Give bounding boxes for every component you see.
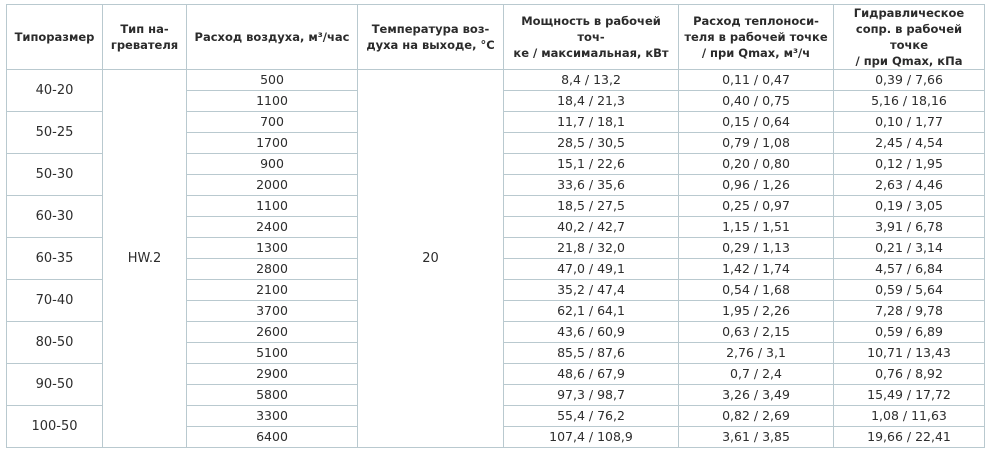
hydraulic-resistance-cell: 19,66 / 22,41 (834, 427, 985, 448)
coolant-flow-cell: 0,96 / 1,26 (679, 175, 834, 196)
coolant-flow-cell: 1,15 / 1,51 (679, 217, 834, 238)
airflow-cell: 2400 (187, 217, 358, 238)
coolant-flow-cell: 1,42 / 1,74 (679, 259, 834, 280)
power-cell: 48,6 / 67,9 (504, 364, 679, 385)
airflow-cell: 3700 (187, 301, 358, 322)
column-header-line: Температура воз- (371, 22, 490, 36)
hydraulic-resistance-cell: 0,12 / 1,95 (834, 154, 985, 175)
specifications-table (6, 4, 985, 448)
column-header-line: сопр. в рабочей точке (855, 22, 963, 52)
column-header-line: / при Qmax, м³/ч (701, 46, 811, 60)
size-cell: 50-30 (7, 154, 103, 196)
airflow-cell: 2100 (187, 280, 358, 301)
outlet-temp-cell: 20 (358, 70, 504, 448)
airflow-cell: 2800 (187, 259, 358, 280)
airflow-cell: 2900 (187, 364, 358, 385)
column-header-airflow (187, 5, 358, 70)
airflow-cell: 3300 (187, 406, 358, 427)
coolant-flow-cell: 3,26 / 3,49 (679, 385, 834, 406)
coolant-flow-cell: 2,76 / 3,1 (679, 343, 834, 364)
column-header-line: Типоразмер (14, 30, 95, 44)
column-header-line: Гидравлическое (853, 6, 965, 20)
power-cell: 18,4 / 21,3 (504, 91, 679, 112)
hydraulic-resistance-cell: 2,63 / 4,46 (834, 175, 985, 196)
column-header-power (504, 5, 679, 70)
column-header-line: гревателя (110, 38, 179, 52)
coolant-flow-cell: 0,15 / 0,64 (679, 112, 834, 133)
column-header-size (7, 5, 103, 70)
hydraulic-resistance-cell: 15,49 / 17,72 (834, 385, 985, 406)
power-cell: 28,5 / 30,5 (504, 133, 679, 154)
table-row (7, 70, 985, 91)
column-header-line: Мощность в рабочей точ- (521, 14, 661, 44)
hydraulic-resistance-cell: 0,59 / 6,89 (834, 322, 985, 343)
coolant-flow-cell: 0,7 / 2,4 (679, 364, 834, 385)
power-cell: 43,6 / 60,9 (504, 322, 679, 343)
hydraulic-resistance-cell: 10,71 / 13,43 (834, 343, 985, 364)
coolant-flow-cell: 0,79 / 1,08 (679, 133, 834, 154)
hydraulic-resistance-cell: 1,08 / 11,63 (834, 406, 985, 427)
hydraulic-resistance-cell: 0,39 / 7,66 (834, 70, 985, 91)
column-header-line: ке / максимальная, кВт (513, 46, 669, 60)
table-body (7, 70, 985, 448)
coolant-flow-cell: 0,54 / 1,68 (679, 280, 834, 301)
size-cell: 70-40 (7, 280, 103, 322)
size-cell: 90-50 (7, 364, 103, 406)
hydraulic-resistance-cell: 0,19 / 3,05 (834, 196, 985, 217)
power-cell: 55,4 / 76,2 (504, 406, 679, 427)
power-cell: 85,5 / 87,6 (504, 343, 679, 364)
coolant-flow-cell: 0,40 / 0,75 (679, 91, 834, 112)
airflow-cell: 5800 (187, 385, 358, 406)
coolant-flow-cell: 0,25 / 0,97 (679, 196, 834, 217)
power-cell: 47,0 / 49,1 (504, 259, 679, 280)
power-cell: 35,2 / 47,4 (504, 280, 679, 301)
airflow-cell: 2600 (187, 322, 358, 343)
header-row (7, 5, 985, 70)
hydraulic-resistance-cell: 0,59 / 5,64 (834, 280, 985, 301)
airflow-cell: 700 (187, 112, 358, 133)
power-cell: 33,6 / 35,6 (504, 175, 679, 196)
coolant-flow-cell: 0,11 / 0,47 (679, 70, 834, 91)
coolant-flow-cell: 0,63 / 2,15 (679, 322, 834, 343)
heater-type-cell: HW.2 (103, 70, 187, 448)
coolant-flow-cell: 0,20 / 0,80 (679, 154, 834, 175)
power-cell: 62,1 / 64,1 (504, 301, 679, 322)
airflow-cell: 1100 (187, 196, 358, 217)
power-cell: 21,8 / 32,0 (504, 238, 679, 259)
size-cell: 50-25 (7, 112, 103, 154)
hydraulic-resistance-cell: 0,10 / 1,77 (834, 112, 985, 133)
size-cell: 80-50 (7, 322, 103, 364)
column-header-line: / при Qmax, кПа (855, 54, 963, 68)
airflow-cell: 500 (187, 70, 358, 91)
hydraulic-resistance-cell: 0,21 / 3,14 (834, 238, 985, 259)
column-header-outlet-temp (358, 5, 504, 70)
hydraulic-resistance-cell: 4,57 / 6,84 (834, 259, 985, 280)
column-header-line: духа на выходе, °C (366, 38, 495, 52)
column-header-line: Расход воздуха, м³/час (194, 30, 350, 44)
airflow-cell: 1100 (187, 91, 358, 112)
size-cell: 60-30 (7, 196, 103, 238)
airflow-cell: 6400 (187, 427, 358, 448)
power-cell: 18,5 / 27,5 (504, 196, 679, 217)
column-header-hydraulic-resistance (834, 5, 985, 70)
power-cell: 15,1 / 22,6 (504, 154, 679, 175)
airflow-cell: 2000 (187, 175, 358, 196)
coolant-flow-cell: 0,29 / 1,13 (679, 238, 834, 259)
column-header-line: Тип на- (120, 22, 169, 36)
size-cell: 100-50 (7, 406, 103, 448)
hydraulic-resistance-cell: 3,91 / 6,78 (834, 217, 985, 238)
airflow-cell: 1300 (187, 238, 358, 259)
power-cell: 11,7 / 18,1 (504, 112, 679, 133)
column-header-line: теля в рабочей точке (684, 30, 828, 44)
size-cell: 40-20 (7, 70, 103, 112)
airflow-cell: 5100 (187, 343, 358, 364)
size-cell: 60-35 (7, 238, 103, 280)
column-header-heater-type (103, 5, 187, 70)
power-cell: 8,4 / 13,2 (504, 70, 679, 91)
power-cell: 40,2 / 42,7 (504, 217, 679, 238)
airflow-cell: 1700 (187, 133, 358, 154)
airflow-cell: 900 (187, 154, 358, 175)
power-cell: 97,3 / 98,7 (504, 385, 679, 406)
table-header (7, 5, 985, 70)
column-header-line: Расход теплоноси- (693, 14, 819, 28)
hydraulic-resistance-cell: 2,45 / 4,54 (834, 133, 985, 154)
hydraulic-resistance-cell: 5,16 / 18,16 (834, 91, 985, 112)
power-cell: 107,4 / 108,9 (504, 427, 679, 448)
hydraulic-resistance-cell: 0,76 / 8,92 (834, 364, 985, 385)
coolant-flow-cell: 1,95 / 2,26 (679, 301, 834, 322)
hydraulic-resistance-cell: 7,28 / 9,78 (834, 301, 985, 322)
coolant-flow-cell: 0,82 / 2,69 (679, 406, 834, 427)
column-header-coolant-flow (679, 5, 834, 70)
coolant-flow-cell: 3,61 / 3,85 (679, 427, 834, 448)
